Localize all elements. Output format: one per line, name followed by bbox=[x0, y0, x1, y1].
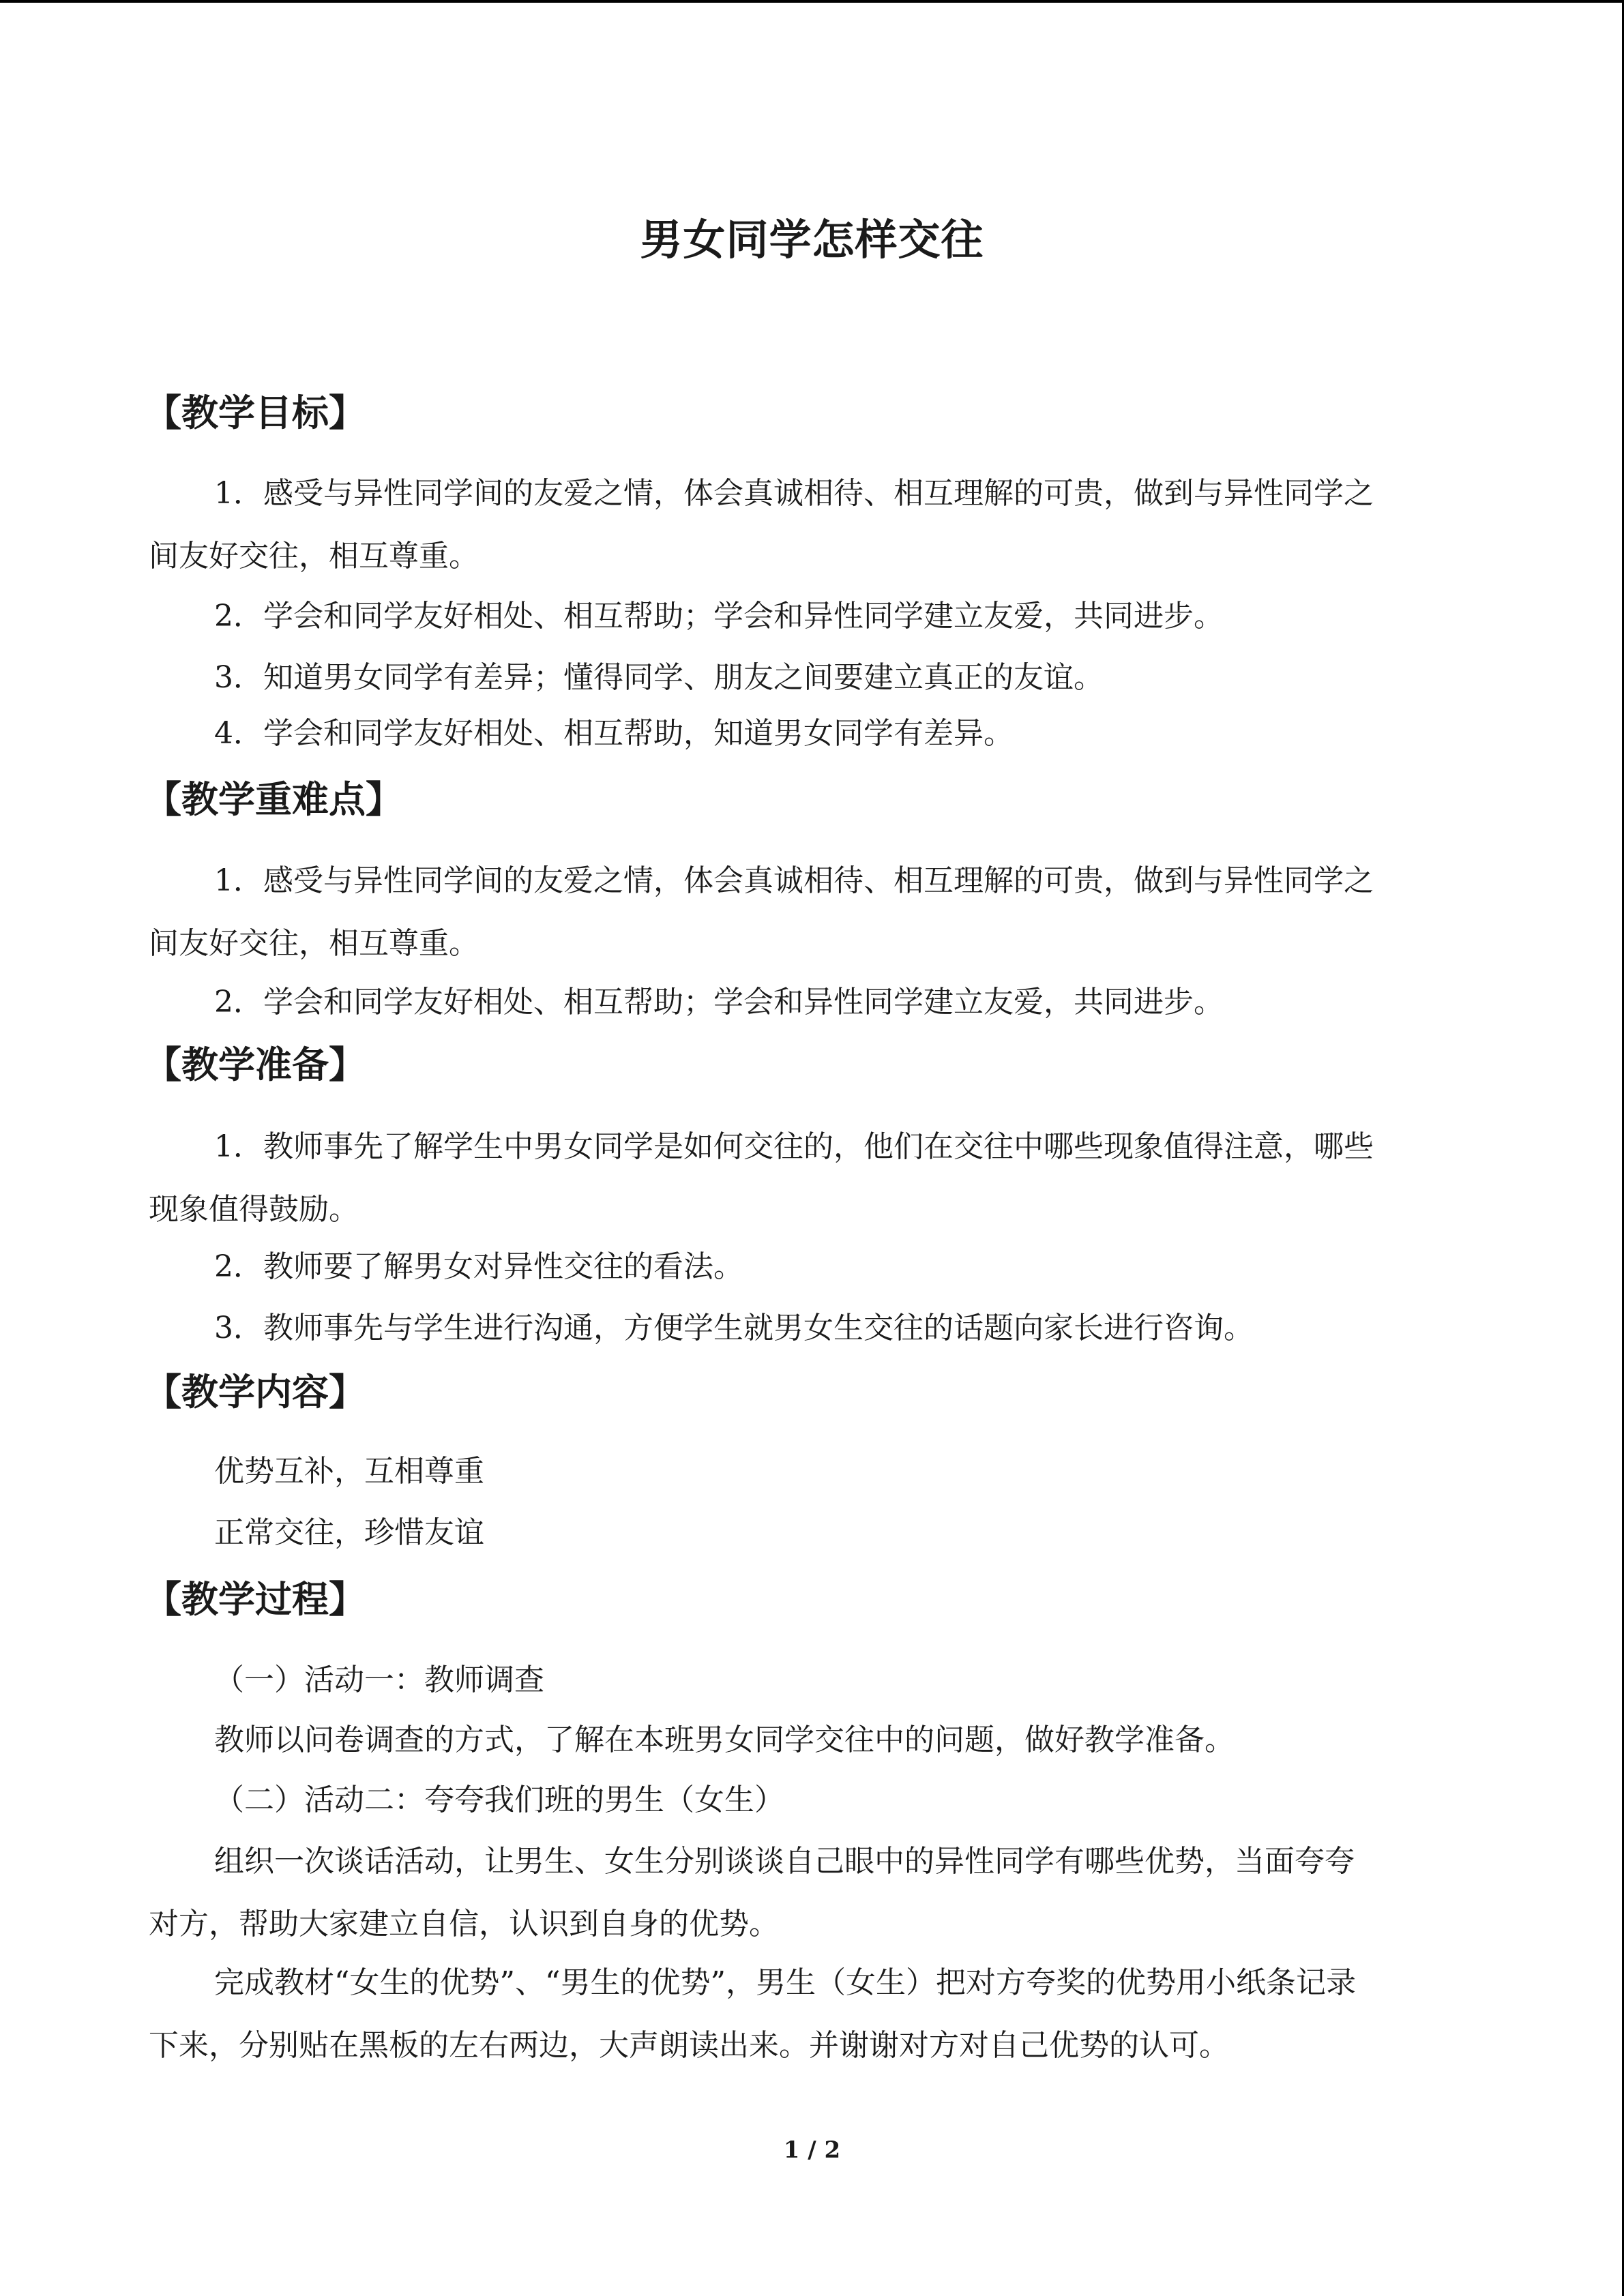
key-point-1-line-2: 间友好交往，相互尊重。 bbox=[149, 926, 479, 961]
objective-1-line-1: 1．感受与异性同学间的友爱之情，体会真诚相待、相互理解的可贵，做到与异性同学之 bbox=[214, 476, 1374, 511]
objective-item-4 bbox=[149, 702, 1479, 765]
objective-2-line-1: 2．学会和同学友好相处、相互帮助；学会和异性同学建立友爱，共同进步。 bbox=[214, 599, 1224, 633]
key-point-item-2 bbox=[149, 971, 1479, 1034]
preparation-2-line-1: 2．教师要了解男女对异性交往的看法。 bbox=[214, 1249, 743, 1284]
activity-2-para-2-line-1: 完成教材“女生的优势”、“男生的优势”，男生（女生）把对方夸奖的优势用小纸条记录 bbox=[214, 1965, 1356, 2000]
activity-2-paragraph-2 bbox=[149, 1952, 1479, 2077]
activity-2-title: （二）活动二：夸夸我们班的男生（女生） bbox=[214, 1783, 784, 1817]
objective-item-2 bbox=[149, 585, 1479, 648]
preparation-item-3 bbox=[149, 1297, 1479, 1360]
preparation-item-1 bbox=[149, 1116, 1479, 1241]
activity-2-paragraph-1 bbox=[149, 1830, 1479, 1956]
heading-key-points: 【教学重难点】 bbox=[145, 778, 402, 821]
activity-1-title: （一）活动一：教师调查 bbox=[214, 1663, 544, 1697]
preparation-item-2 bbox=[149, 1236, 1479, 1298]
page-top-border bbox=[0, 0, 1624, 3]
document-title: 男女同学怎样交往 bbox=[640, 215, 984, 265]
key-point-1-line-1: 1．感受与异性同学间的友爱之情，体会真诚相待、相互理解的可贵，做到与异性同学之 bbox=[214, 863, 1374, 898]
content-item-2: 正常交往，珍惜友谊 bbox=[214, 1515, 484, 1550]
activity-2-para-2-line-2: 下来，分别贴在黑板的左右两边，大声朗读出来。并谢谢对方对自己优势的认可。 bbox=[149, 2028, 1229, 2063]
objective-item-3 bbox=[149, 646, 1479, 709]
objective-item-1 bbox=[149, 462, 1479, 588]
activity-2-para-1-line-2: 对方，帮助大家建立自信，认识到自身的优势。 bbox=[149, 1907, 779, 1941]
activity-1-text: 教师以问卷调查的方式，了解在本班男女同学交往中的问题，做好教学准备。 bbox=[214, 1723, 1235, 1757]
heading-content: 【教学内容】 bbox=[145, 1371, 366, 1414]
heading-objectives: 【教学目标】 bbox=[145, 391, 366, 434]
preparation-1-line-1: 1．教师事先了解学生中男女同学是如何交往的，他们在交往中哪些现象值得注意，哪些 bbox=[214, 1129, 1374, 1164]
objective-4-line-1: 4．学会和同学友好相处、相互帮助，知道男女同学有差异。 bbox=[214, 716, 1014, 751]
preparation-3-line-1: 3．教师事先与学生进行沟通，方便学生就男女生交往的话题向家长进行咨询。 bbox=[214, 1311, 1254, 1345]
content-item-1: 优势互补，互相尊重 bbox=[214, 1454, 484, 1489]
key-point-item-1 bbox=[149, 850, 1479, 975]
key-point-2-line-1: 2．学会和同学友好相处、相互帮助；学会和异性同学建立友爱，共同进步。 bbox=[214, 985, 1224, 1019]
page-number: 1 / 2 bbox=[783, 2136, 841, 2164]
objective-3-line-1: 3．知道男女同学有差异；懂得同学、朋友之间要建立真正的友谊。 bbox=[214, 660, 1104, 695]
preparation-1-line-2: 现象值得鼓励。 bbox=[149, 1192, 359, 1227]
heading-preparation: 【教学准备】 bbox=[145, 1043, 366, 1086]
heading-process: 【教学过程】 bbox=[145, 1578, 366, 1621]
activity-2-para-1-line-1: 组织一次谈话活动，让男生、女生分别谈谈自己眼中的异性同学有哪些优势，当面夸夸 bbox=[214, 1844, 1355, 1879]
objective-1-line-2: 间友好交往，相互尊重。 bbox=[149, 539, 479, 573]
